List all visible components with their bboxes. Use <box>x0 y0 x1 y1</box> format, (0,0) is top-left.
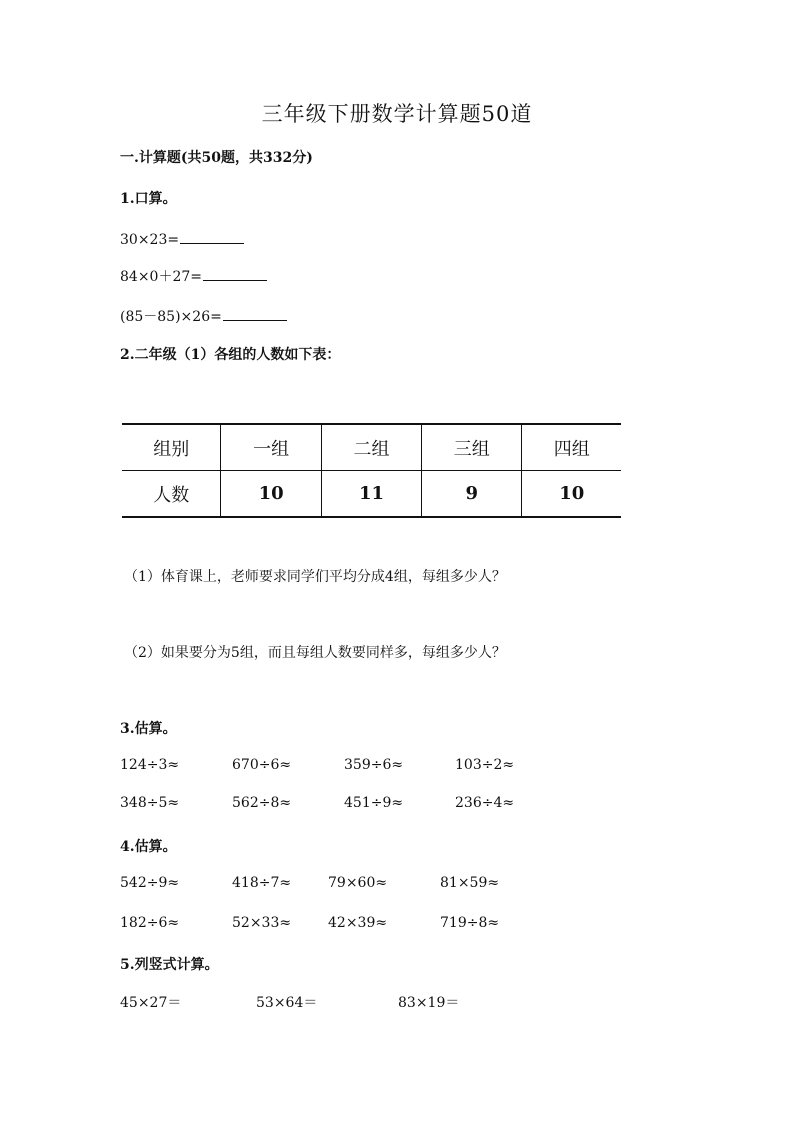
q4-item: 418÷7≈ <box>232 875 292 891</box>
q5-item: 53×64＝ <box>256 995 318 1011</box>
q4-item: 42×39≈ <box>328 915 388 931</box>
q3-item: 359÷6≈ <box>344 757 404 773</box>
table-cell: 10 <box>522 471 621 518</box>
q4-item: 79×60≈ <box>328 875 388 891</box>
q1-item-3-text: (85－85)×26= <box>120 309 222 325</box>
answer-blank[interactable] <box>223 306 287 321</box>
q1-item-2 <box>120 266 267 286</box>
q2-subquestion-1: （1）体育课上，老师要求同学们平均分成4组，每组多少人？ <box>124 569 506 585</box>
table-header-cell: 一组 <box>221 424 321 471</box>
answer-blank[interactable] <box>203 266 267 281</box>
q1-item-2-text: 84×0＋27= <box>120 269 202 285</box>
q3-item: 670÷6≈ <box>232 757 292 773</box>
table-header-cell: 二组 <box>321 424 421 471</box>
question-2-heading: 2.二年级（1）各组的人数如下表： <box>120 347 341 363</box>
q4-item: 182÷6≈ <box>120 915 180 931</box>
q3-item: 451÷9≈ <box>344 795 404 811</box>
question-3-heading: 3.估算。 <box>120 721 177 737</box>
q1-item-1 <box>120 229 244 248</box>
q4-item: 719÷8≈ <box>440 915 500 931</box>
table-header-cell: 四组 <box>522 424 621 471</box>
question-5-heading: 5.列竖式计算。 <box>120 957 219 973</box>
table-header-cell: 组别 <box>122 424 221 471</box>
section-heading: 一.计算题(共50题，共332分) <box>120 150 313 166</box>
q3-item: 562÷8≈ <box>232 795 292 811</box>
q1-item-3 <box>120 306 287 326</box>
q3-item: 348÷5≈ <box>120 795 180 811</box>
page-title: 三年级下册数学计算题50道 <box>261 102 533 126</box>
q3-item: 124÷3≈ <box>120 757 180 773</box>
q4-item: 81×59≈ <box>440 875 500 891</box>
question-1-heading: 1.口算。 <box>120 191 177 207</box>
table-row-label: 人数 <box>122 471 221 518</box>
q5-item: 83×19＝ <box>398 995 460 1011</box>
q5-item: 45×27＝ <box>120 995 182 1011</box>
table-row <box>122 471 621 518</box>
table-header-row <box>122 424 621 471</box>
q3-item: 103÷2≈ <box>455 757 515 773</box>
table-cell: 10 <box>221 471 321 518</box>
q1-item-1-text: 30×23= <box>120 232 180 248</box>
table-cell: 11 <box>321 471 421 518</box>
q4-item: 542÷9≈ <box>120 875 180 891</box>
q4-item: 52×33≈ <box>232 915 292 931</box>
q2-subquestion-2: （2）如果要分为5组，而且每组人数要同样多，每组多少人？ <box>124 645 506 661</box>
question-4-heading: 4.估算。 <box>120 839 177 855</box>
q3-item: 236÷4≈ <box>455 795 515 811</box>
table-cell: 9 <box>422 471 522 518</box>
group-count-table <box>122 423 621 518</box>
answer-blank[interactable] <box>180 229 244 244</box>
table-header-cell: 三组 <box>422 424 522 471</box>
